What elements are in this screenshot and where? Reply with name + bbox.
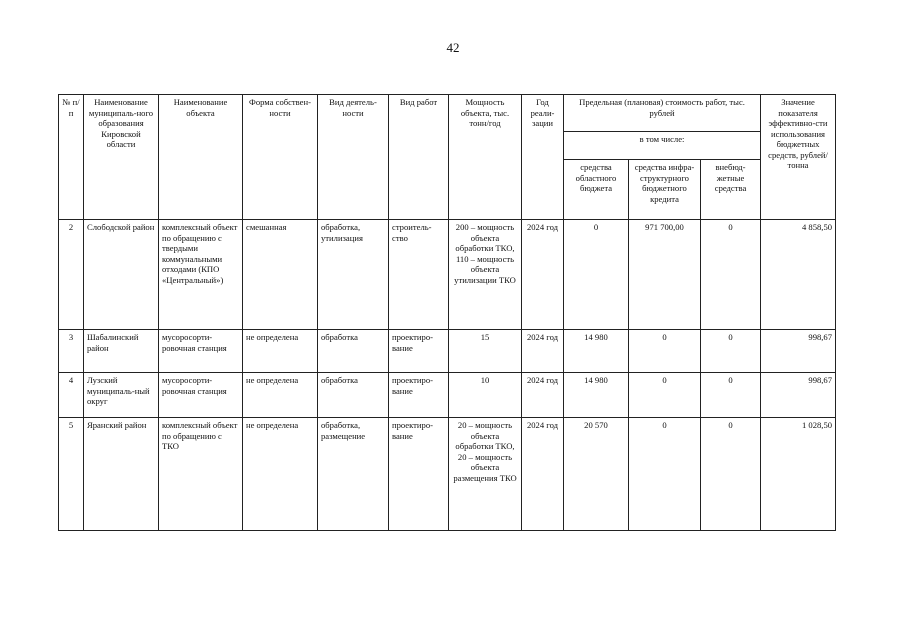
cell-infra-credit: 0 [629,373,701,418]
table-row [59,330,836,373]
cell-works: проектиро-вание [389,373,449,418]
cell-regional-budget: 14 980 [564,330,629,373]
cell-num: 2 [59,220,84,330]
cell-works: проектиро-вание [389,418,449,531]
cell-efficiency: 1 028,50 [761,418,836,531]
cell-efficiency: 998,67 [761,330,836,373]
cell-ownership: не определена [243,330,318,373]
cell-activity: обработка, размещение [318,418,389,531]
cell-municipality: Яранский район [84,418,159,531]
cell-capacity: 15 [449,330,522,373]
cell-num: 4 [59,373,84,418]
cell-object: комплексный объект по обращению с ТКО [159,418,243,531]
cell-ownership: не определена [243,418,318,531]
cell-activity: обработка [318,330,389,373]
header-row-1 [59,95,836,132]
header-ownership: Форма собствен-ности [243,95,318,220]
header-regional-budget: средства областного бюджета [564,160,629,220]
cell-activity: обработка [318,373,389,418]
cell-works: проектиро-вание [389,330,449,373]
cell-capacity: 10 [449,373,522,418]
cell-regional-budget: 14 980 [564,373,629,418]
header-activity: Вид деятель-ности [318,95,389,220]
cell-infra-credit: 0 [629,330,701,373]
cell-capacity: 200 – мощность объекта обработки ТКО, 110 – мощность объекта утилизации ТКО [449,220,522,330]
investment-table [58,94,836,531]
cell-infra-credit: 0 [629,418,701,531]
header-object: Наименование объекта [159,95,243,220]
cell-municipality: Слободской район [84,220,159,330]
cell-regional-budget: 0 [564,220,629,330]
cell-year: 2024 год [522,418,564,531]
cell-municipality: Лузский муниципаль-ный округ [84,373,159,418]
cell-efficiency: 4 858,50 [761,220,836,330]
header-works: Вид работ [389,95,449,220]
cell-extrabudget: 0 [701,330,761,373]
cell-works: строитель-ство [389,220,449,330]
header-extrabudget: внебюд-жетные средства [701,160,761,220]
table-row [59,220,836,330]
cell-extrabudget: 0 [701,418,761,531]
cell-municipality: Шабалинский район [84,330,159,373]
header-including: в том числе: [564,132,761,160]
cell-ownership: не определена [243,373,318,418]
cell-infra-credit: 971 700,00 [629,220,701,330]
header-cost-group: Предельная (плановая) стоимость работ, тыс. рублей [564,95,761,132]
cell-extrabudget: 0 [701,373,761,418]
cell-object: мусоросорти-ровочная станция [159,373,243,418]
cell-num: 5 [59,418,84,531]
cell-regional-budget: 20 570 [564,418,629,531]
cell-year: 2024 год [522,330,564,373]
cell-object: комплексный объект по обращению с твердыми коммунальными отходами (КПО «Центральный») [159,220,243,330]
table-row [59,373,836,418]
cell-efficiency: 998,67 [761,373,836,418]
cell-ownership: смешанная [243,220,318,330]
cell-year: 2024 год [522,373,564,418]
cell-object: мусоросорти-ровочная станция [159,330,243,373]
header-year: Год реали-зации [522,95,564,220]
table-row [59,418,836,531]
header-efficiency: Значение показателя эффективно-сти использования бюджетных средств, рублей/тонна [761,95,836,220]
cell-year: 2024 год [522,220,564,330]
header-infra-credit: средства инфра-структурного бюджетного кредита [629,160,701,220]
cell-activity: обработка, утилизация [318,220,389,330]
cell-extrabudget: 0 [701,220,761,330]
cell-capacity: 20 – мощность объекта обработки ТКО, 20 – мощность объекта размещения ТКО [449,418,522,531]
cell-num: 3 [59,330,84,373]
header-municipality: Наименование муниципаль-ного образования Кировской области [84,95,159,220]
header-capacity: Мощность объекта, тыс. тонн/год [449,95,522,220]
header-num: № п/п [59,95,84,220]
page-number: 42 [446,40,460,55]
